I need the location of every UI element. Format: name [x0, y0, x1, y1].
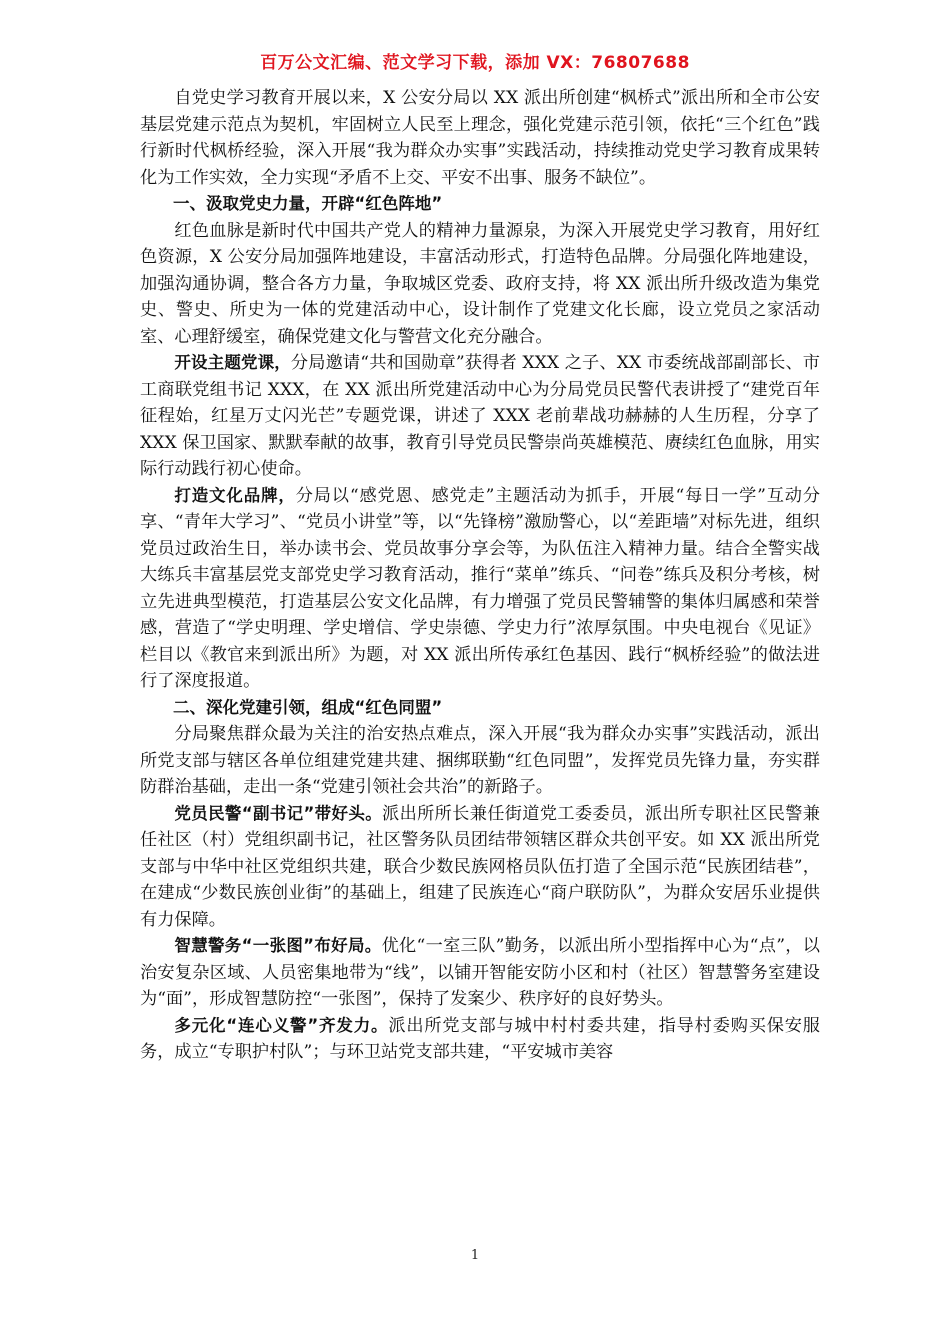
- paragraph-lead-phrase: 多元化“连心义警”齐发力。: [174, 1015, 389, 1035]
- section-2-paragraph-2: [140, 801, 820, 934]
- paragraph-lead-phrase: 智慧警务“一张图”布好局。: [174, 936, 382, 955]
- page-number: 1: [470, 1248, 480, 1263]
- intro-paragraph: 自党史学习教育开展以来，X 公安分局以 XX 派出所创建“枫桥式”派出所和全市公安基层党建示范点为契机，牢固树立人民至上理念，强化党建示范引领，依托“三个红色”践行新时代枫桥经验，深入开展“我为群众办实事”实践活动，持续推动党史学习教育成果转化为工作实效，全力实现“矛盾不上交、平安不出事、服务不缺位”。: [140, 88, 820, 188]
- section-2-paragraph-3: [140, 933, 820, 1013]
- section-2-heading: 二、深化党建引领，组成“红色同盟”: [173, 697, 443, 717]
- paragraph-body-text: 分局以“感党恩、感党走”主题活动为抓手，开展“每日一学”互动分享、“青年大学习”、“党员小讲堂”等，以“先锋榜”激励警心，以“差距墙”对标先进，组织党员过政治生日，举办读书会、党员故事分享会等，为队伍注入精神力量。结合全警实战大练兵丰富基层党支部党史学习教育活动，推行“菜单”练兵、“问卷”练兵及积分考核，树立先进典型模范，打造基层公安文化品牌，有力增强了党员民警辅警的集体归属感和荣誉感，营造了“学史明理、学史增信、学史崇德、学史力行”浓厚氛围。中央电视台《见证》栏目以《教官来到派出所》为题，对 XX 派出所传承红色基因、践行“枫桥经验”的做法进行了深度报道。: [140, 485, 821, 691]
- paragraph-lead-phrase: 打造文化品牌，: [174, 485, 296, 505]
- paragraph-body-text: 派出所党支部与城中村村委共建，指导村委购买保安服务，成立“专职护村队”；与环卫站党支部共建，“平安城市美容: [140, 1015, 820, 1062]
- document-body: [140, 85, 820, 1066]
- section-1-paragraph-3: [140, 483, 820, 695]
- section-1-paragraph-1: 红色血脉是新时代中国共产党人的精神力量源泉，为深入开展党史学习教育，用好红色资源，X 公安分局加强阵地建设，丰富活动形式，打造特色品牌。分局强化阵地建设，加强沟通协调，整合各方力量，争取城区党委、政府支持，将 XX 派出所升级改造为集党史、警史、所史为一体的党建活动中心，设计制作了党建文化长廊，设立党员之家活动室、心理舒缓室，确保党建文化与警营文化充分融合。: [140, 220, 820, 347]
- section-1-paragraph-2: [140, 350, 820, 483]
- section-2-paragraph-1: 分局聚焦群众最为关注的治安热点难点，深入开展“我为群众办实事”实践活动，派出所党支部与辖区各单位组建党建共建、捆绑联勤“红色同盟”，发挥党员先锋力量，夯实群防群治基础，走出一条“党建引领社会共治”的新路子。: [140, 724, 820, 797]
- section-1-heading: 一、汲取党史力量，开辟“红色阵地”: [173, 194, 443, 213]
- paragraph-body-text: 分局邀请“共和国勋章”获得者 XXX 之子、XX 市委统战部副部长、市工商联党组书记 XXX，在 XX 派出所党建活动中心为分局党员民警代表讲授了“建党百年征程始，红星万丈闪光芒”专题党课，讲述了 XXX 老前辈战功赫赫的人生历程，分享了 XXX 保卫国家、默默奉献的故事，教育引导党员民警崇尚英雄模范、赓续红色血脉，用实际行动践行初心使命。: [140, 353, 820, 479]
- paragraph-lead-phrase: 开设主题党课，: [174, 353, 291, 372]
- section-2-paragraph-4: [140, 1013, 820, 1066]
- header-banner: 百万公文汇编、范文学习下载，添加 VX：76807688: [260, 53, 690, 73]
- paragraph-body-text: 派出所所长兼任街道党工委委员，派出所专职社区民警兼任社区（村）党组织副书记，社区警务队员团结带领辖区群众共创平安。如 XX 派出所党支部与中华中社区党组织共建，联合少数民族网格员队伍打造了全国示范“民族团结巷”，在建成“少数民族创业街”的基础上，组建了民族连心“商户联防队”，为群众安居乐业提供有力保障。: [140, 803, 820, 930]
- paragraph-body-text: 优化“一室三队”勤务，以派出所小型指挥中心为“点”，以治安复杂区域、人员密集地带为“线”，以铺开智能安防小区和村（社区）智慧警务室建设为“面”，形成智慧防控“一张图”，保持了发案少、秩序好的良好势头。: [140, 936, 820, 1009]
- paragraph-lead-phrase: 党员民警“副书记”带好头。: [174, 803, 383, 823]
